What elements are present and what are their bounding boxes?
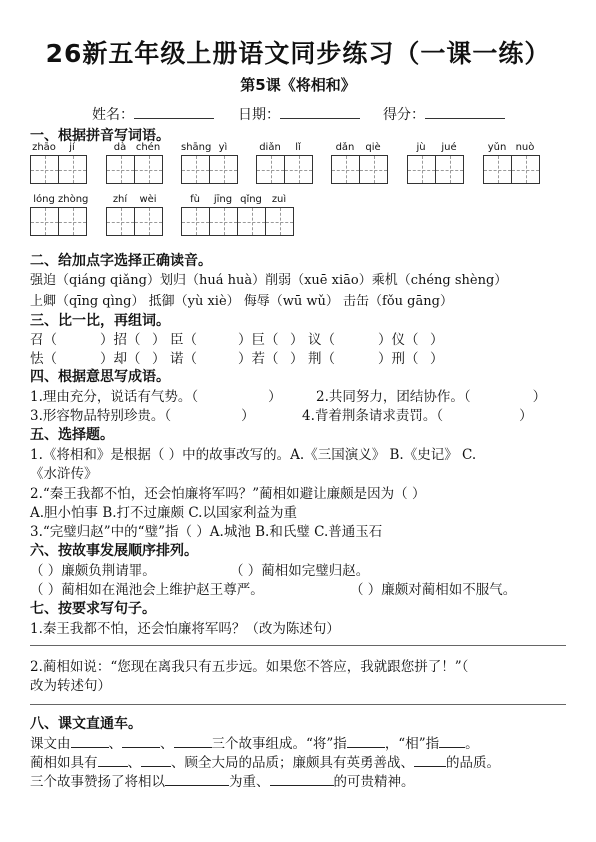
writing-box[interactable] [181,207,210,236]
pinyin-syllable: dǎn [335,142,355,153]
answer-line-1[interactable] [30,645,566,646]
writing-box[interactable] [331,155,360,184]
idiom-q3[interactable]: 3.形容物品特别珍贵。（ ） [30,408,255,424]
writing-box[interactable] [511,155,540,184]
writing-grid [30,207,86,236]
writing-box[interactable] [106,207,135,236]
writing-box[interactable] [359,155,388,184]
date-label: 日期： [238,107,280,123]
pinyin-syllable: chén [135,142,161,153]
section-5-heading: 五、选择题。 [30,427,114,443]
order-item-2[interactable]: （ ）蔺相如完璧归赵。 [230,563,370,579]
fill-line-2[interactable]: 蔺相如具有 、 、顾全大局的品质；廉颇具有英勇善战、 的品质。 [30,755,500,771]
sentence-q1: 1.秦王我都不怕，还会怕廉将军吗？（改为陈述句） [30,621,340,637]
writing-grid [407,155,463,184]
writing-box[interactable] [237,207,266,236]
choice-q1-cont: 《水浒传》 [30,466,98,482]
word-group [106,142,162,184]
pinyin-label [407,142,463,155]
pinyin-label [181,142,237,155]
pinyin-syllable: lǐ [295,142,301,153]
pinyin-label [30,142,86,155]
writing-box[interactable] [134,155,163,184]
lesson-title: 第5课《将相和》 [240,76,356,94]
word-group [30,194,89,236]
fill-line-1[interactable]: 课文由 、 、 三个故事组成。“将”指 ，“相”指 。 [30,736,479,752]
section-8-heading: 八、课文直通车。 [30,716,142,732]
choice-q2[interactable]: 2.“秦王我都不怕，还会怕廉将军吗？”蔺相如避让廉颇是因为（ ） [30,486,426,502]
section-7-heading: 七、按要求写句子。 [30,601,156,617]
writing-box[interactable] [265,207,294,236]
pronunciation-line-2[interactable]: 上卿（qīng qìng） 抵御（yù xiè） 侮辱（wū wǔ） 击缶（fǒu gāng） [30,294,453,309]
pinyin-syllable: zhòng [58,194,89,205]
section-1-heading: 一、根据拼音写词语。 [30,128,170,144]
writing-box[interactable] [209,155,238,184]
pinyin-syllable: lóng [33,194,55,205]
writing-box[interactable] [30,207,59,236]
section-3-heading: 三、比一比，再组词。 [30,313,170,329]
writing-box[interactable] [284,155,313,184]
writing-box[interactable] [209,207,238,236]
compare-row-1[interactable]: 召（ ）招（ ） 臣（ ）巨（ ） 议（ ）仪（ ） [30,332,444,348]
word-group [256,142,312,184]
order-item-3[interactable]: （ ）蔺相如在渑池会上维护赵王尊严。 [30,582,264,598]
order-item-4[interactable]: （ ）廉颇对蔺相如不服气。 [350,582,517,598]
pinyin-label [181,194,293,207]
compare-row-2[interactable]: 怯（ ）却（ ） 诺（ ）若（ ） 荆（ ）刑（ ） [30,351,444,367]
idiom-q4[interactable]: 4.背着荆条请求责罚。（ ） [302,408,533,424]
writing-grid [106,207,162,236]
word-group [407,142,463,184]
sentence-q2-cont: 改为转述句） [30,678,111,694]
pinyin-label [331,142,387,155]
date-field[interactable] [238,104,360,124]
section-2-heading: 二、给加点字选择正确读音。 [30,253,212,269]
pinyin-syllable: qiè [365,142,381,153]
writing-box[interactable] [181,155,210,184]
score-label: 得分： [383,107,425,123]
pinyin-syllable: yì [218,142,228,153]
word-group [181,194,293,236]
score-field[interactable] [383,104,505,124]
pinyin-label [30,194,89,207]
writing-grid [483,155,539,184]
pinyin-label [256,142,312,155]
writing-box[interactable] [58,155,87,184]
name-label: 姓名： [92,107,134,123]
pinyin-label [483,142,539,155]
pinyin-label [106,142,162,155]
writing-box[interactable] [435,155,464,184]
writing-box[interactable] [30,155,59,184]
pinyin-syllable: wèi [139,194,157,205]
writing-box[interactable] [58,207,87,236]
word-group [331,142,387,184]
writing-grid [181,207,293,236]
pinyin-syllable: fù [190,194,200,205]
pinyin-syllable: qǐng [240,194,262,205]
choice-q1[interactable]: 1.《将相和》是根据（ ）中的故事改写的。A.《三国演义》 B.《史记》 C. [30,447,477,463]
writing-grid [106,155,162,184]
writing-box[interactable] [134,207,163,236]
writing-box[interactable] [256,155,285,184]
pinyin-syllable: shāng [181,142,212,153]
writing-grid [256,155,312,184]
writing-box[interactable] [483,155,512,184]
answer-line-2[interactable] [30,704,566,705]
name-field[interactable] [92,104,214,124]
pinyin-syllable: diǎn [259,142,281,153]
page-title: 26新五年级上册语文同步练习（一课一练） [45,39,551,68]
writing-box[interactable] [407,155,436,184]
word-group [181,142,237,184]
pinyin-syllable: jù [416,142,426,153]
pinyin-syllable: jué [441,142,457,153]
word-group [483,142,539,184]
pinyin-syllable: jīng [213,194,233,205]
section-4-heading: 四、根据意思写成语。 [30,369,170,385]
pronunciation-line-1[interactable]: 强迫（qiáng qiǎng）划归（huá huà）削弱（xuē xiāo）乘机（chéng shèng） [30,273,508,288]
idiom-q1[interactable]: 1.理由充分，说话有气势。（ ） [30,389,282,405]
section-6-heading: 六、按故事发展顺序排列。 [30,543,198,559]
pinyin-syllable: zhāo [32,142,56,153]
pinyin-syllable: nuò [515,142,535,153]
pinyin-label [106,194,162,207]
pinyin-syllable: yǔn [487,142,507,153]
pinyin-syllable: jí [69,142,75,153]
fill-line-3[interactable]: 三个故事赞扬了将相以 为重、 的可贵精神。 [30,774,415,790]
word-group [106,194,162,236]
choice-q3[interactable]: 3.“完璧归赵”中的“璧”指（ ）A.城池 B.和氏璧 C.普通玉石 [30,524,383,540]
pinyin-syllable: dà [113,142,127,153]
writing-grid [181,155,237,184]
pinyin-syllable: zhí [112,194,128,205]
writing-grid [331,155,387,184]
order-item-1[interactable]: （ ）廉颇负荆请罪。 [30,563,156,579]
choice-q2-options[interactable]: A.胆小怕事 B.打不过廉颇 C.以国家利益为重 [30,505,297,521]
idiom-q2[interactable]: 2.共同努力，团结协作。（ ） [316,389,547,405]
pinyin-syllable: zuì [271,194,287,205]
sentence-q2: 2.蔺相如说：“您现在离我只有五步远。如果您不答应，我就跟您拼了！”（ [30,659,469,675]
writing-grid [30,155,86,184]
writing-box[interactable] [106,155,135,184]
word-group [30,142,86,184]
